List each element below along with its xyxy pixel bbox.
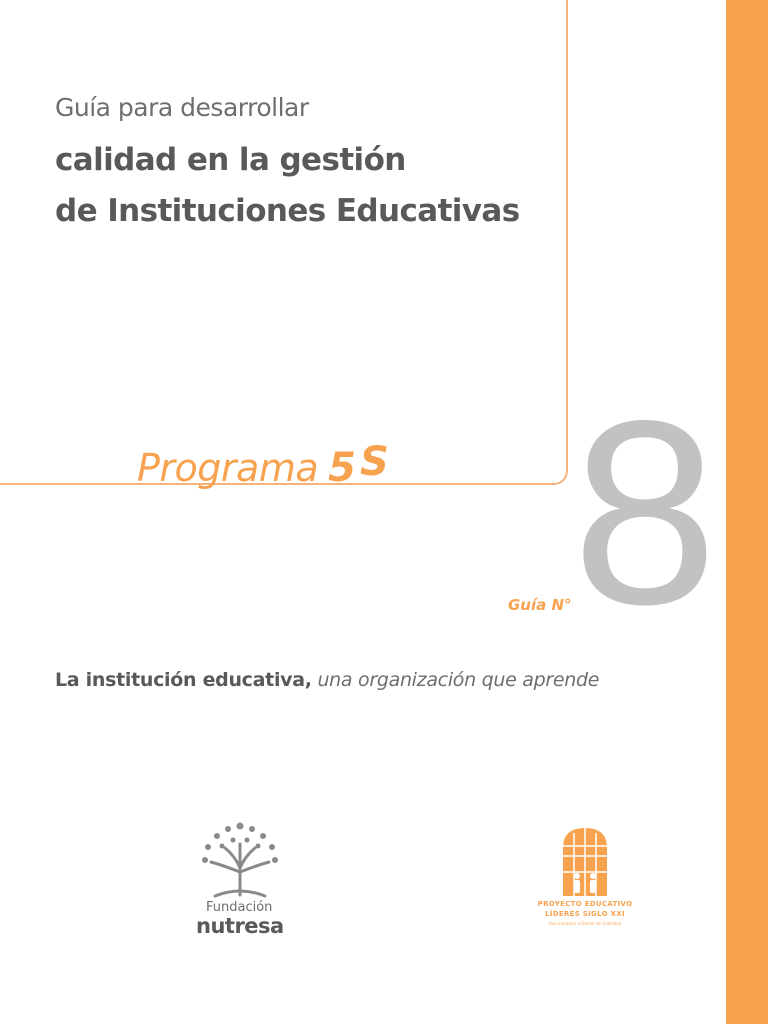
cover-tagline — [55, 669, 599, 691]
proyecto-logo-line-3: Una iniciativa al Sector de Colombia — [548, 921, 622, 926]
tree-icon — [195, 820, 285, 900]
arched-window-icon — [561, 826, 609, 898]
guide-number: 8 — [572, 366, 712, 659]
program-word: Programa — [137, 446, 319, 490]
proyecto-logo-line-1: PROYECTO EDUCATIVO — [537, 900, 633, 908]
nutresa-logo-big-text: nutresa — [196, 914, 284, 938]
cover-subtitle: Guía para desarrollar — [55, 93, 309, 122]
tagline-bold: La institución educativa, — [55, 669, 312, 691]
cover-title-line-2: de Instituciones Educativas — [55, 193, 520, 229]
proyecto-logo-line-2: LÍDERES SIGLO XXI — [545, 910, 625, 918]
guide-label: Guía N° — [508, 596, 572, 614]
program-number: 5 — [328, 445, 356, 491]
orange-side-band — [726, 0, 768, 1024]
proyecto-educativo-logo — [535, 826, 635, 936]
tagline-italic: una organización que aprende — [317, 669, 600, 691]
nutresa-logo-small-text: Fundación — [206, 900, 273, 915]
cover-frame-border — [0, 0, 568, 485]
fundacion-nutresa-logo — [190, 820, 290, 940]
program-letter: S — [359, 439, 389, 485]
program-heading — [137, 439, 389, 491]
cover-title-line-1: calidad en la gestión — [55, 142, 406, 178]
